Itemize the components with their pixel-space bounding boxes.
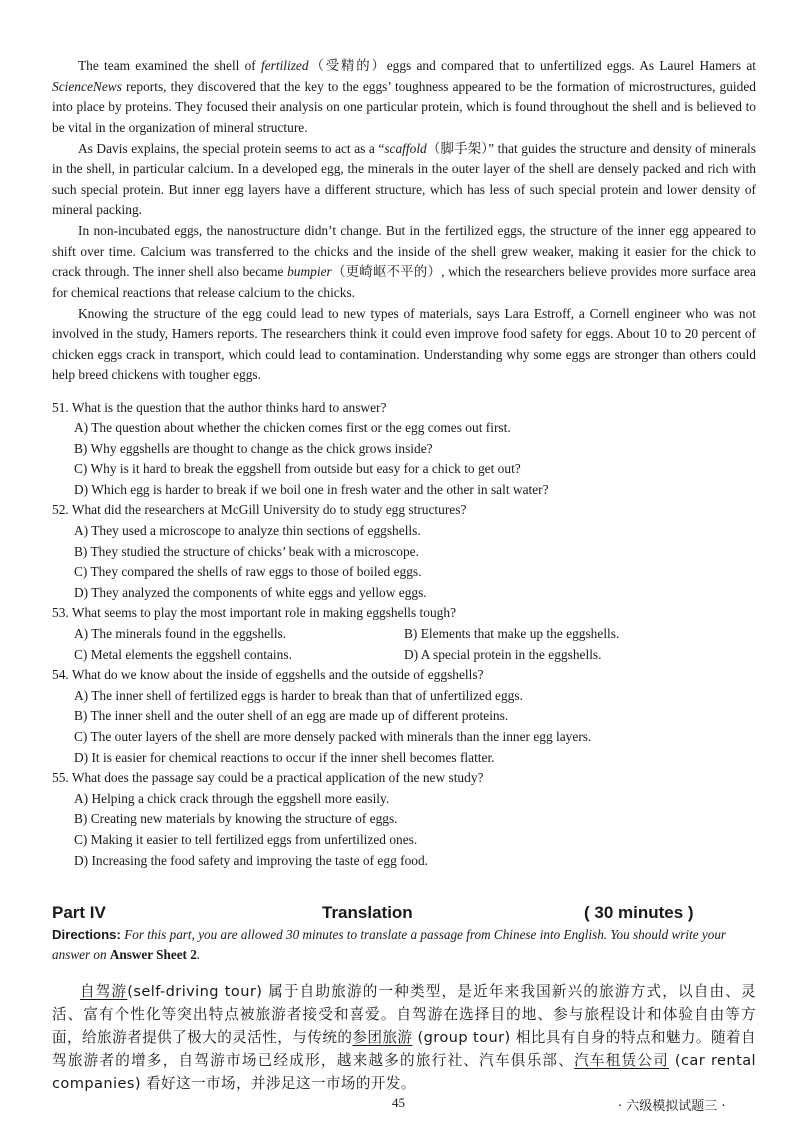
passage-paragraph-1 [52, 56, 756, 138]
directions-text: For this part, you are allowed 30 minutes to translate a passage from Chinese into English. You should write your answer on [52, 927, 727, 962]
option-b: B) Why eggshells are thought to change as the chick grows inside? [74, 440, 433, 456]
question-stem: 51. What is the question that the author thinks hard to answer? [52, 399, 387, 415]
option-a: A) The minerals found in the eggshells. [74, 626, 287, 642]
option-row [74, 645, 756, 666]
text-span: The team examined the shell of [78, 58, 261, 73]
question-54 [52, 665, 756, 768]
option-d: D) Increasing the food safety and improving the taste of egg food. [74, 852, 429, 868]
option-a: A) The inner shell of fertilized eggs is harder to break than that of unfertilized eggs. [74, 687, 523, 703]
option-c: C) They compared the shells of raw eggs to those of boiled eggs. [74, 564, 422, 580]
term-car-rental: 汽车租赁公司 [574, 1052, 669, 1070]
question-55 [52, 768, 756, 871]
gloss-bumpier: （更崎岖不平的） [331, 264, 442, 279]
text-span: ” that guides the structure and density of minerals in the shell, in particular calcium. In a developed egg, the minerals in the outer layer of the shell are densely packed and rich with such special protein. But inner egg layers have a different structure, which has less of such special protein and lower density of mineral packing. [52, 140, 756, 217]
answer-sheet-label: Answer Sheet 2 [109, 946, 197, 962]
term-self-driving-tour: 自驾游 [80, 983, 128, 1001]
text-span: reports, they discovered that the key to the eggs’ toughness appeared to be the formation of microstructures, guided into place by proteins. They focused their analysis on one particular protein, which is found throughout the shell and is believed to be vital in the organization of mineral structure. [52, 78, 756, 135]
text-span: , which the researchers believe provides more surface area for chemical reactions that release calcium to the chicks. [52, 264, 756, 300]
option-c: C) Making it easier to tell fertilized eggs from unfertilized ones. [74, 831, 418, 847]
option-b: B) They studied the structure of chicks’ beak with a microscope. [74, 543, 419, 559]
term-group-tour: 参团旅游 [352, 1029, 413, 1047]
directions [52, 925, 756, 964]
text-span: (car rental companies) 看好这一市场，并涉足这一市场的开发。 [52, 1052, 757, 1093]
option-b: B) Elements that make up the eggshells. [404, 626, 620, 642]
page-number: 45 [392, 1095, 405, 1110]
part-title: Part IV [52, 903, 106, 923]
option-c: C) Why is it hard to break the eggshell from outside but easy for a chick to get out? [74, 461, 521, 477]
option-d: D) It is easier for chemical reactions to occur if the inner shell becomes flatter. [74, 749, 495, 765]
part-time: ( 30 minutes ) [584, 903, 694, 923]
passage-paragraph-3 [52, 221, 756, 303]
term-bumpier: bumpier [287, 264, 332, 279]
passage-paragraph-4: Knowing the structure of the egg could lead to new types of materials, says Lara Estroff, a Cornell engineer who was not involved in the study, Hamers reports. The researchers think it could even improve food safety for eggs. About 10 to 20 percent of chicken eggs crack in transport, which could lead to contamination. Understanding why some eggs are stronger than others could help breed chickens with tougher eggs. [52, 305, 756, 382]
term-scaffold: scaffold [384, 140, 427, 156]
option-a: A) They used a microscope to analyze thin sections of eggshells. [74, 523, 421, 539]
option-a: A) Helping a chick crack through the eggshell more easily. [74, 790, 390, 806]
gloss-fertilized: （受精的） [308, 58, 387, 73]
text-span: In non-incubated eggs, the nanostructure didn’t change. But in the fertilized eggs, the structure of the inner egg appeared to shift over time. Calcium was transferred to the chicks and the inside of the shell grew weaker, making it easier for the chick to crack through. The inner shell also became [52, 223, 756, 279]
question-52 [52, 500, 756, 603]
option-a: A) The question about whether the chicken comes first or the egg comes out first. [74, 420, 511, 436]
document-page [52, 56, 756, 1110]
option-d: D) A special protein in the eggshells. [404, 646, 602, 662]
question-51 [52, 398, 756, 501]
question-stem: 52. What did the researchers at McGill University do to study egg structures? [52, 502, 467, 518]
part-header [52, 903, 756, 923]
question-53 [52, 603, 756, 665]
option-c: C) The outer layers of the shell are more densely packed with minerals than the inner egg layers. [74, 729, 592, 744]
exam-label: · 六级模拟试题三 · [618, 1099, 726, 1114]
text-span: eggs and compared that to unfertilized eggs. As Laurel Hamers at [386, 58, 756, 73]
option-row [74, 624, 756, 645]
question-stem: 55. What does the passage say could be a practical application of the new study? [52, 770, 484, 786]
source-name: ScienceNews [52, 78, 122, 94]
text-span: As Davis explains, the special protein seems to act as a “ [78, 140, 385, 156]
option-b: B) Creating new materials by knowing the structure of eggs. [74, 811, 398, 827]
directions-label: Directions: [52, 927, 121, 943]
question-list [52, 398, 756, 872]
directions-end: . [196, 946, 201, 962]
option-c: C) Metal elements the eggshell contains. [74, 646, 292, 662]
option-b: B) The inner shell and the outer shell of an egg are made up of different proteins. [74, 708, 509, 724]
question-stem: 53. What seems to play the most important role in making eggshells tough? [52, 605, 457, 621]
question-stem: 54. What do we know about the inside of eggshells and the outside of eggshells? [52, 667, 484, 683]
part-name: Translation [322, 903, 413, 923]
gloss-scaffold: （脚手架） [426, 140, 489, 156]
text-span: (self-driving tour) 属于自助旅游的一种类型，是近年来我国新兴的旅游方式，以自由、灵活、富有个性化等突出特点被旅游者接受和喜爱。自驾游在选择目的地、参与旅程设计和体验自由等方面，给旅游者提供了极大的灵活性，与传统的 [52, 983, 757, 1047]
term-fertilized: fertilized [260, 58, 309, 73]
option-d: D) Which egg is harder to break if we boil one in fresh water and the other in salt water? [74, 481, 549, 497]
translation-passage [52, 980, 756, 1095]
option-d: D) They analyzed the components of white eggs and yellow eggs. [74, 584, 427, 600]
passage-paragraph-2 [52, 139, 756, 221]
text-span: (group tour) 相比具有自身的特点和魅力。随着自驾旅游者的增多，自驾游市场已经成形，越来越多的旅行社、汽车俱乐部、 [52, 1029, 756, 1070]
